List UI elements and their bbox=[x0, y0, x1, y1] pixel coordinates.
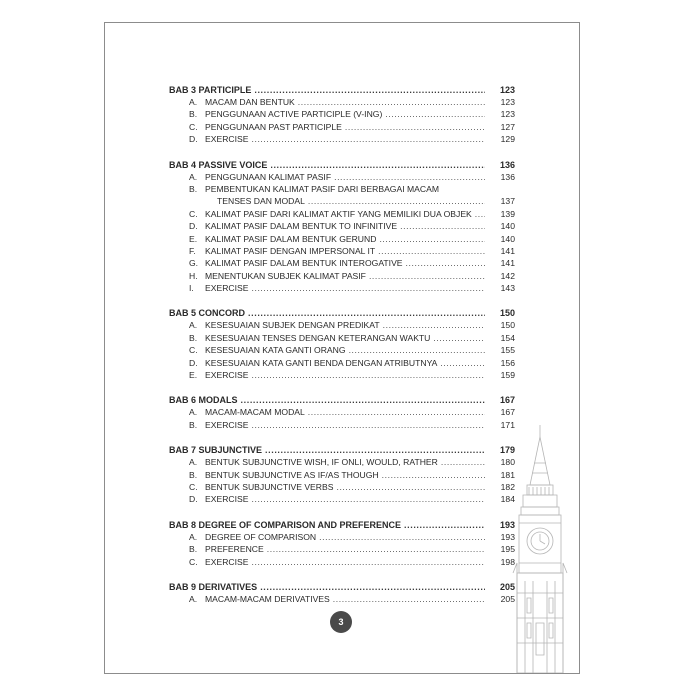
item-letter: D. bbox=[189, 494, 198, 505]
item-title: TENSES DAN MODAL bbox=[217, 196, 305, 207]
dot-leader bbox=[379, 233, 485, 245]
item-letter: B. bbox=[189, 544, 198, 555]
dot-leader bbox=[383, 319, 485, 331]
chapter-section bbox=[169, 393, 515, 431]
chapter-title: BAB 4 PASSIVE VOICE bbox=[169, 159, 268, 170]
dot-leader bbox=[251, 282, 485, 294]
page-ref: 123 bbox=[499, 85, 515, 95]
item-title: PEMBENTUKAN KALIMAT PASIF DARI BERBAGAI MACAM bbox=[205, 183, 439, 194]
item-title: BENTUK SUBJUNCTIVE AS IF/AS THOUGH bbox=[205, 469, 379, 480]
toc-item bbox=[169, 531, 515, 543]
item-title: EXERCISE bbox=[205, 556, 249, 567]
table-of-contents bbox=[169, 83, 515, 617]
dot-leader bbox=[308, 406, 485, 418]
item-title: KALIMAT PASIF DALAM BENTUK GERUND bbox=[205, 233, 377, 244]
page-ref: 184 bbox=[500, 494, 515, 505]
toc-item bbox=[169, 481, 515, 493]
dot-leader bbox=[349, 344, 485, 356]
item-letter: C. bbox=[189, 481, 198, 492]
toc-item bbox=[169, 493, 515, 505]
dot-leader bbox=[475, 208, 485, 220]
item-letter: C. bbox=[189, 208, 198, 219]
page-ref: 195 bbox=[500, 544, 515, 555]
item-letter: D. bbox=[189, 134, 198, 145]
page-ref: 136 bbox=[499, 159, 515, 170]
item-title: EXERCISE bbox=[205, 283, 249, 294]
dot-leader bbox=[336, 481, 485, 493]
page-ref: 137 bbox=[500, 196, 515, 207]
dot-leader bbox=[441, 456, 485, 468]
dot-leader bbox=[319, 531, 485, 543]
item-letter: E. bbox=[189, 370, 198, 381]
page-ref: 142 bbox=[500, 270, 515, 281]
page-ref: 181 bbox=[500, 469, 515, 480]
toc-item bbox=[169, 270, 515, 282]
toc-item bbox=[169, 195, 515, 207]
chapter-heading bbox=[169, 158, 515, 172]
item-letter: D. bbox=[189, 221, 198, 232]
item-letter: B. bbox=[189, 419, 198, 430]
item-title: MACAM-MACAM DERIVATIVES bbox=[205, 593, 330, 604]
toc-item bbox=[169, 344, 515, 356]
item-letter: C. bbox=[189, 121, 198, 132]
page-ref: 150 bbox=[499, 308, 515, 319]
toc-item bbox=[169, 419, 515, 431]
toc-item bbox=[169, 121, 515, 133]
page-ref: 150 bbox=[500, 320, 515, 331]
item-title: KESESUAIAN SUBJEK DENGAN PREDIKAT bbox=[205, 320, 380, 331]
page-ref: 193 bbox=[499, 519, 515, 530]
toc-item bbox=[169, 133, 515, 145]
page-ref: 143 bbox=[500, 283, 515, 294]
item-letter: A. bbox=[189, 320, 198, 331]
dot-leader bbox=[254, 83, 485, 97]
page-ref: 156 bbox=[500, 357, 515, 368]
item-letter: I. bbox=[189, 283, 194, 294]
item-title: PREFERENCE bbox=[205, 544, 264, 555]
item-letter: C. bbox=[189, 345, 198, 356]
chapter-heading bbox=[169, 393, 515, 407]
dot-leader bbox=[260, 580, 485, 594]
page-ref: 205 bbox=[500, 593, 515, 604]
item-title: EXERCISE bbox=[205, 134, 249, 145]
item-title: DEGREE OF COMPARISON bbox=[205, 531, 317, 542]
toc-item bbox=[169, 233, 515, 245]
item-title: KESESUAIAN KATA GANTI BENDA DENGAN ATRIBUTNYA bbox=[205, 357, 438, 368]
chapter-section bbox=[169, 580, 515, 605]
item-letter: B. bbox=[189, 469, 198, 480]
item-letter: A. bbox=[189, 457, 198, 468]
item-title: KALIMAT PASIF DALAM BENTUK TO INFINITIVE bbox=[205, 221, 398, 232]
item-letter: B. bbox=[189, 332, 198, 343]
item-letter: A. bbox=[189, 531, 198, 542]
dot-leader bbox=[378, 245, 485, 257]
chapter-section bbox=[169, 306, 515, 381]
item-title: PENGGUNAAN KALIMAT PASIF bbox=[205, 171, 332, 182]
chapter-title: BAB 3 PARTICIPLE bbox=[169, 85, 252, 95]
dot-leader bbox=[251, 369, 485, 381]
chapter-section bbox=[169, 158, 515, 295]
item-title: MACAM DAN BENTUK bbox=[205, 97, 295, 107]
item-letter: G. bbox=[189, 258, 199, 269]
toc-item bbox=[169, 96, 515, 108]
chapter-title: BAB 8 DEGREE OF COMPARISON AND PREFERENCE bbox=[169, 519, 402, 530]
page-ref: 127 bbox=[500, 121, 515, 132]
toc-item bbox=[169, 357, 515, 369]
chapter-section bbox=[169, 518, 515, 568]
page-ref: 136 bbox=[500, 171, 515, 182]
chapter-heading bbox=[169, 443, 515, 457]
item-title: EXERCISE bbox=[205, 419, 249, 430]
dot-leader bbox=[334, 171, 485, 183]
item-title: BENTUK SUBJUNCTIVE VERBS bbox=[205, 481, 334, 492]
page-ref: 139 bbox=[500, 208, 515, 219]
dot-leader bbox=[241, 393, 485, 407]
item-letter: B. bbox=[189, 109, 198, 120]
dot-leader bbox=[248, 306, 485, 320]
dot-leader bbox=[298, 96, 485, 108]
toc-item bbox=[169, 171, 515, 183]
chapter-heading bbox=[169, 83, 515, 97]
chapter-section bbox=[169, 83, 515, 146]
item-letter: A. bbox=[189, 407, 198, 418]
item-letter: C. bbox=[189, 556, 198, 567]
item-title: BENTUK SUBJUNCTIVE WISH, IF ONLI, WOULD, RATHER bbox=[205, 457, 438, 468]
toc-item bbox=[169, 543, 515, 555]
toc-item bbox=[169, 593, 515, 605]
item-title: KESESUAIAN KATA GANTI ORANG bbox=[205, 345, 346, 356]
item-letter: A. bbox=[189, 171, 198, 182]
chapter-title: BAB 7 SUBJUNCTIVE bbox=[169, 445, 263, 456]
item-letter: B. bbox=[189, 183, 198, 194]
toc-item bbox=[169, 332, 515, 344]
page-ref: 171 bbox=[500, 419, 515, 430]
chapter-section bbox=[169, 443, 515, 506]
chapter-heading bbox=[169, 518, 515, 532]
toc-item bbox=[169, 257, 515, 269]
item-letter: D. bbox=[189, 357, 198, 368]
dot-leader bbox=[345, 121, 485, 133]
chapter-title: BAB 5 CONCORD bbox=[169, 308, 246, 319]
toc-item bbox=[169, 456, 515, 468]
chapter-title: BAB 6 MODALS bbox=[169, 395, 238, 406]
toc-item bbox=[169, 108, 515, 120]
dot-leader bbox=[404, 518, 485, 532]
toc-item bbox=[169, 220, 515, 232]
page-ref: 193 bbox=[500, 531, 515, 542]
page-ref: 180 bbox=[500, 457, 515, 468]
page-ref: 167 bbox=[500, 407, 515, 418]
page-ref: 140 bbox=[500, 233, 515, 244]
chapter-heading bbox=[169, 306, 515, 320]
item-title: EXERCISE bbox=[205, 370, 249, 381]
page-ref: 159 bbox=[500, 370, 515, 381]
page-ref: 155 bbox=[500, 345, 515, 356]
item-letter: E. bbox=[189, 233, 198, 244]
item-letter: A. bbox=[189, 593, 198, 604]
item-title: MACAM-MACAM MODAL bbox=[205, 407, 305, 418]
toc-item bbox=[169, 282, 515, 294]
dot-leader bbox=[267, 543, 485, 555]
item-title: PENGGUNAAN ACTIVE PARTICIPLE (V-ING) bbox=[205, 109, 383, 120]
page-ref: 141 bbox=[500, 258, 515, 269]
toc-item bbox=[169, 556, 515, 568]
item-title: EXERCISE bbox=[205, 494, 249, 505]
dot-leader bbox=[406, 257, 485, 269]
page-ref: 167 bbox=[499, 395, 515, 406]
page-ref: 198 bbox=[500, 556, 515, 567]
dot-leader bbox=[369, 270, 485, 282]
page-ref: 182 bbox=[500, 481, 515, 492]
dot-leader bbox=[433, 332, 485, 344]
dot-leader bbox=[251, 556, 485, 568]
item-letter: F. bbox=[189, 245, 196, 256]
item-title: KALIMAT PASIF DENGAN IMPERSONAL IT bbox=[205, 245, 376, 256]
item-letter: A. bbox=[189, 97, 198, 107]
dot-leader bbox=[270, 158, 485, 172]
dot-leader bbox=[308, 195, 485, 207]
item-title: KESESUAIAN TENSES DENGAN KETERANGAN WAKTU bbox=[205, 332, 431, 343]
book-page bbox=[104, 22, 580, 674]
page-ref: 154 bbox=[500, 332, 515, 343]
dot-leader bbox=[385, 108, 485, 120]
dot-leader bbox=[251, 133, 485, 145]
toc-item bbox=[169, 406, 515, 418]
page-ref: 123 bbox=[500, 109, 515, 120]
chapter-heading bbox=[169, 580, 515, 594]
page-ref: 141 bbox=[500, 245, 515, 256]
page-ref: 179 bbox=[499, 445, 515, 456]
dot-leader bbox=[400, 220, 485, 232]
dot-leader bbox=[333, 593, 485, 605]
page-ref: 123 bbox=[500, 97, 515, 107]
toc-item bbox=[169, 183, 515, 195]
dot-leader bbox=[265, 443, 485, 457]
chapter-title: BAB 9 DERIVATIVES bbox=[169, 581, 258, 592]
toc-item bbox=[169, 208, 515, 220]
page-ref: 140 bbox=[500, 221, 515, 232]
dot-leader bbox=[382, 469, 485, 481]
toc-item bbox=[169, 469, 515, 481]
dot-leader bbox=[251, 493, 485, 505]
toc-item bbox=[169, 245, 515, 257]
dot-leader bbox=[251, 419, 485, 431]
page-number-badge: 3 bbox=[330, 611, 352, 633]
toc-item bbox=[169, 369, 515, 381]
item-title: KALIMAT PASIF DARI KALIMAT AKTIF YANG MEMILIKI DUA OBJEK bbox=[205, 208, 472, 219]
item-title: MENENTUKAN SUBJEK KALIMAT PASIF bbox=[205, 270, 366, 281]
dot-leader bbox=[440, 357, 485, 369]
page-ref: 205 bbox=[499, 581, 515, 592]
page-ref: 129 bbox=[500, 134, 515, 145]
item-title: KALIMAT PASIF DALAM BENTUK INTEROGATIVE bbox=[205, 258, 403, 269]
item-title: PENGGUNAAN PAST PARTICIPLE bbox=[205, 121, 342, 132]
item-letter: H. bbox=[189, 270, 198, 281]
clock-tower-illustration bbox=[503, 423, 577, 673]
toc-item bbox=[169, 319, 515, 331]
